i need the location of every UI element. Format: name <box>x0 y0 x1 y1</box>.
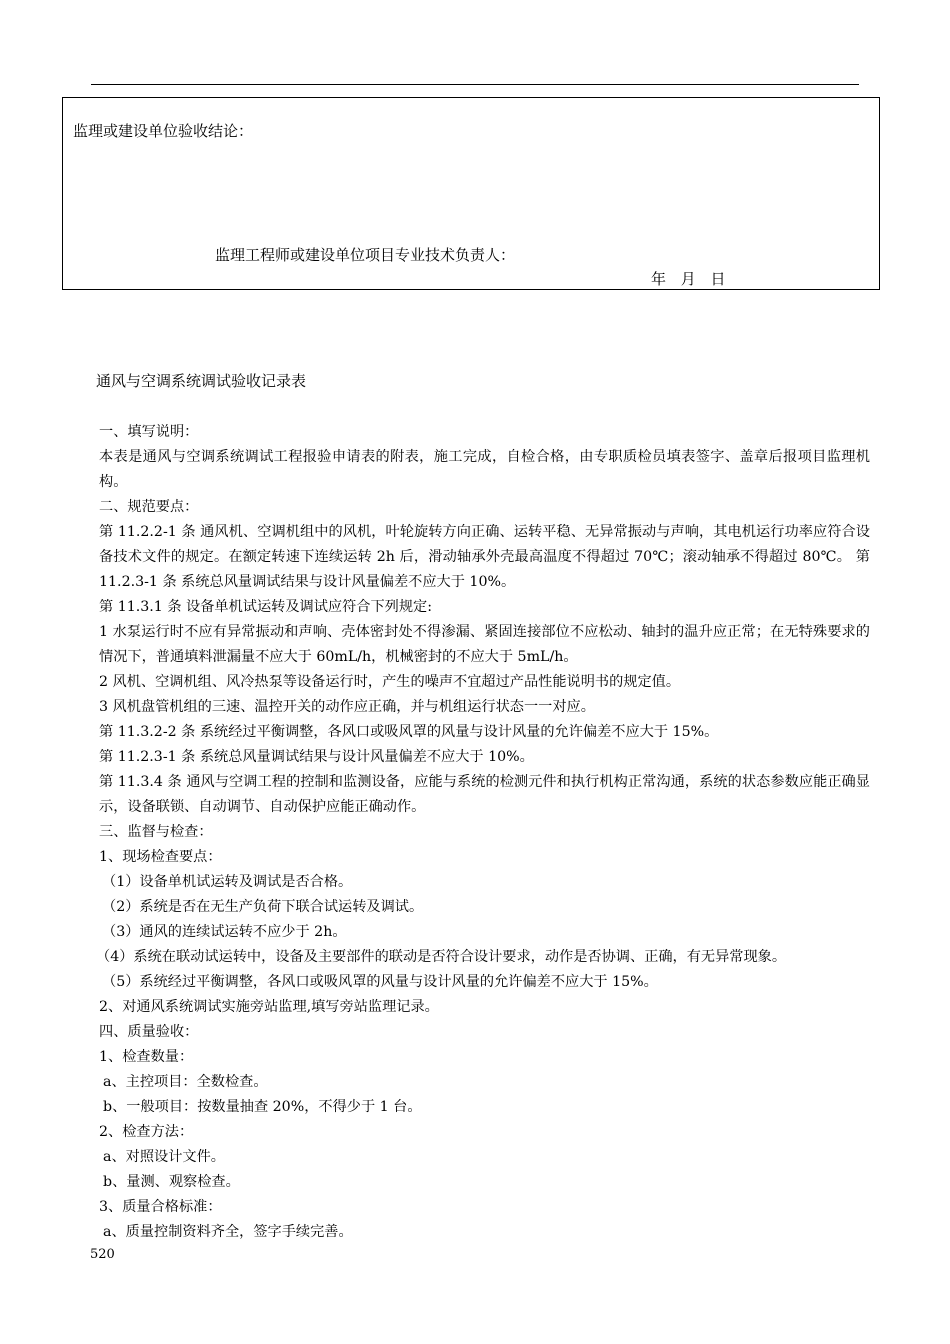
subheading: 1、检查数量： <box>99 1049 194 1065</box>
section-heading: 三、监督与检查： <box>99 824 213 840</box>
paragraph: 3 风机盘管机组的三速、温控开关的动作应正确，并与机组运行状态一一对应。 <box>99 699 595 715</box>
paragraph: 1 水泵运行时不应有异常振动和声响、壳体密封处不得渗漏、紧固连接部位不应松动、轴封的温升应正常；在无特殊要求的情况下，普通填料泄漏量不应大于 60mL/h，机械密封的不应大于 5mL/h。 <box>99 624 870 665</box>
signer-label: 监理工程师或建设单位项目专业技术负责人： <box>215 246 516 264</box>
list-item: a、质量控制资料齐全，签字手续完善。 <box>103 1224 353 1240</box>
document-body <box>90 420 870 1245</box>
list-item: （2）系统是否在无生产负荷下联合试运转及调试。 <box>102 899 424 915</box>
list-item: （5）系统经过平衡调整，各风口或吸风罩的风量与设计风量的允许偏差不应大于 15%。 <box>102 974 658 990</box>
section-heading: 四、质量验收： <box>99 1024 199 1040</box>
paragraph: 第 11.3.2-2 条 系统经过平衡调整，各风口或吸风罩的风量与设计风量的允许偏差不应大于 15%。 <box>99 724 719 740</box>
list-item: （1）设备单机试运转及调试是否合格。 <box>102 874 353 890</box>
list-item: b、量测、观察检查。 <box>103 1174 240 1190</box>
section-heading: 一、填写说明： <box>99 424 199 440</box>
subheading: 1、现场检查要点： <box>99 849 222 865</box>
date-label: 年 月 日 <box>651 270 726 288</box>
subheading: 2、对通风系统调试实施旁站监理,填写旁站监理记录。 <box>99 999 439 1015</box>
paragraph: 第 11.3.4 条 通风与空调工程的控制和监测设备，应能与系统的检测元件和执行机构正常沟通，系统的状态参数应能正确显示，设备联锁、自动调节、自动保护应能正确动作。 <box>99 774 870 815</box>
conclusion-label: 监理或建设单位验收结论： <box>73 122 254 140</box>
header-rule <box>91 84 859 85</box>
list-item: （4）系统在联动试运转中，设备及主要部件的联动是否符合设计要求，动作是否协调、正确，有无异常现象。 <box>96 949 787 965</box>
paragraph: 第 11.3.1 条 设备单机试运转及调试应符合下列规定: <box>99 599 432 615</box>
list-item: a、主控项目：全数检查。 <box>103 1074 268 1090</box>
acceptance-conclusion-box <box>62 97 880 290</box>
list-item: b、一般项目：按数量抽查 20%，不得少于 1 台。 <box>103 1099 422 1115</box>
paragraph: 2 风机、空调机组、风冷热泵等设备运行时，产生的噪声不宜超过产品性能说明书的规定值。 <box>99 674 681 690</box>
paragraph: 第 11.2.3-1 条 系统总风量调试结果与设计风量偏差不应大于 10%。 <box>99 749 534 765</box>
paragraph: 本表是通风与空调系统调试工程报验申请表的附表，施工完成，自检合格，由专职质检员填表签字、盖章后报项目监理机构。 <box>99 449 870 490</box>
subheading: 2、检查方法： <box>99 1124 194 1140</box>
page-number: 520 <box>90 1247 115 1262</box>
list-item: a、对照设计文件。 <box>103 1149 225 1165</box>
list-item: （3）通风的连续试运转不应少于 2h。 <box>102 924 347 940</box>
section-heading: 二、规范要点： <box>99 499 199 515</box>
paragraph: 第 11.2.2-1 条 通风机、空调机组中的风机，叶轮旋转方向正确、运转平稳、无异常振动与声响，其电机运行功率应符合设备技术文件的规定。在额定转速下连续运转 2h 后，滑动轴承外壳最高温度不得超过 70℃；滚动轴承不得超过 80℃。 第 11.2.3-1 条 系统总风量调试结果与设计风量偏差不应大于 10%。 <box>99 524 870 590</box>
subheading: 3、质量合格标准： <box>99 1199 222 1215</box>
document-title: 通风与空调系统调试验收记录表 <box>96 372 307 390</box>
